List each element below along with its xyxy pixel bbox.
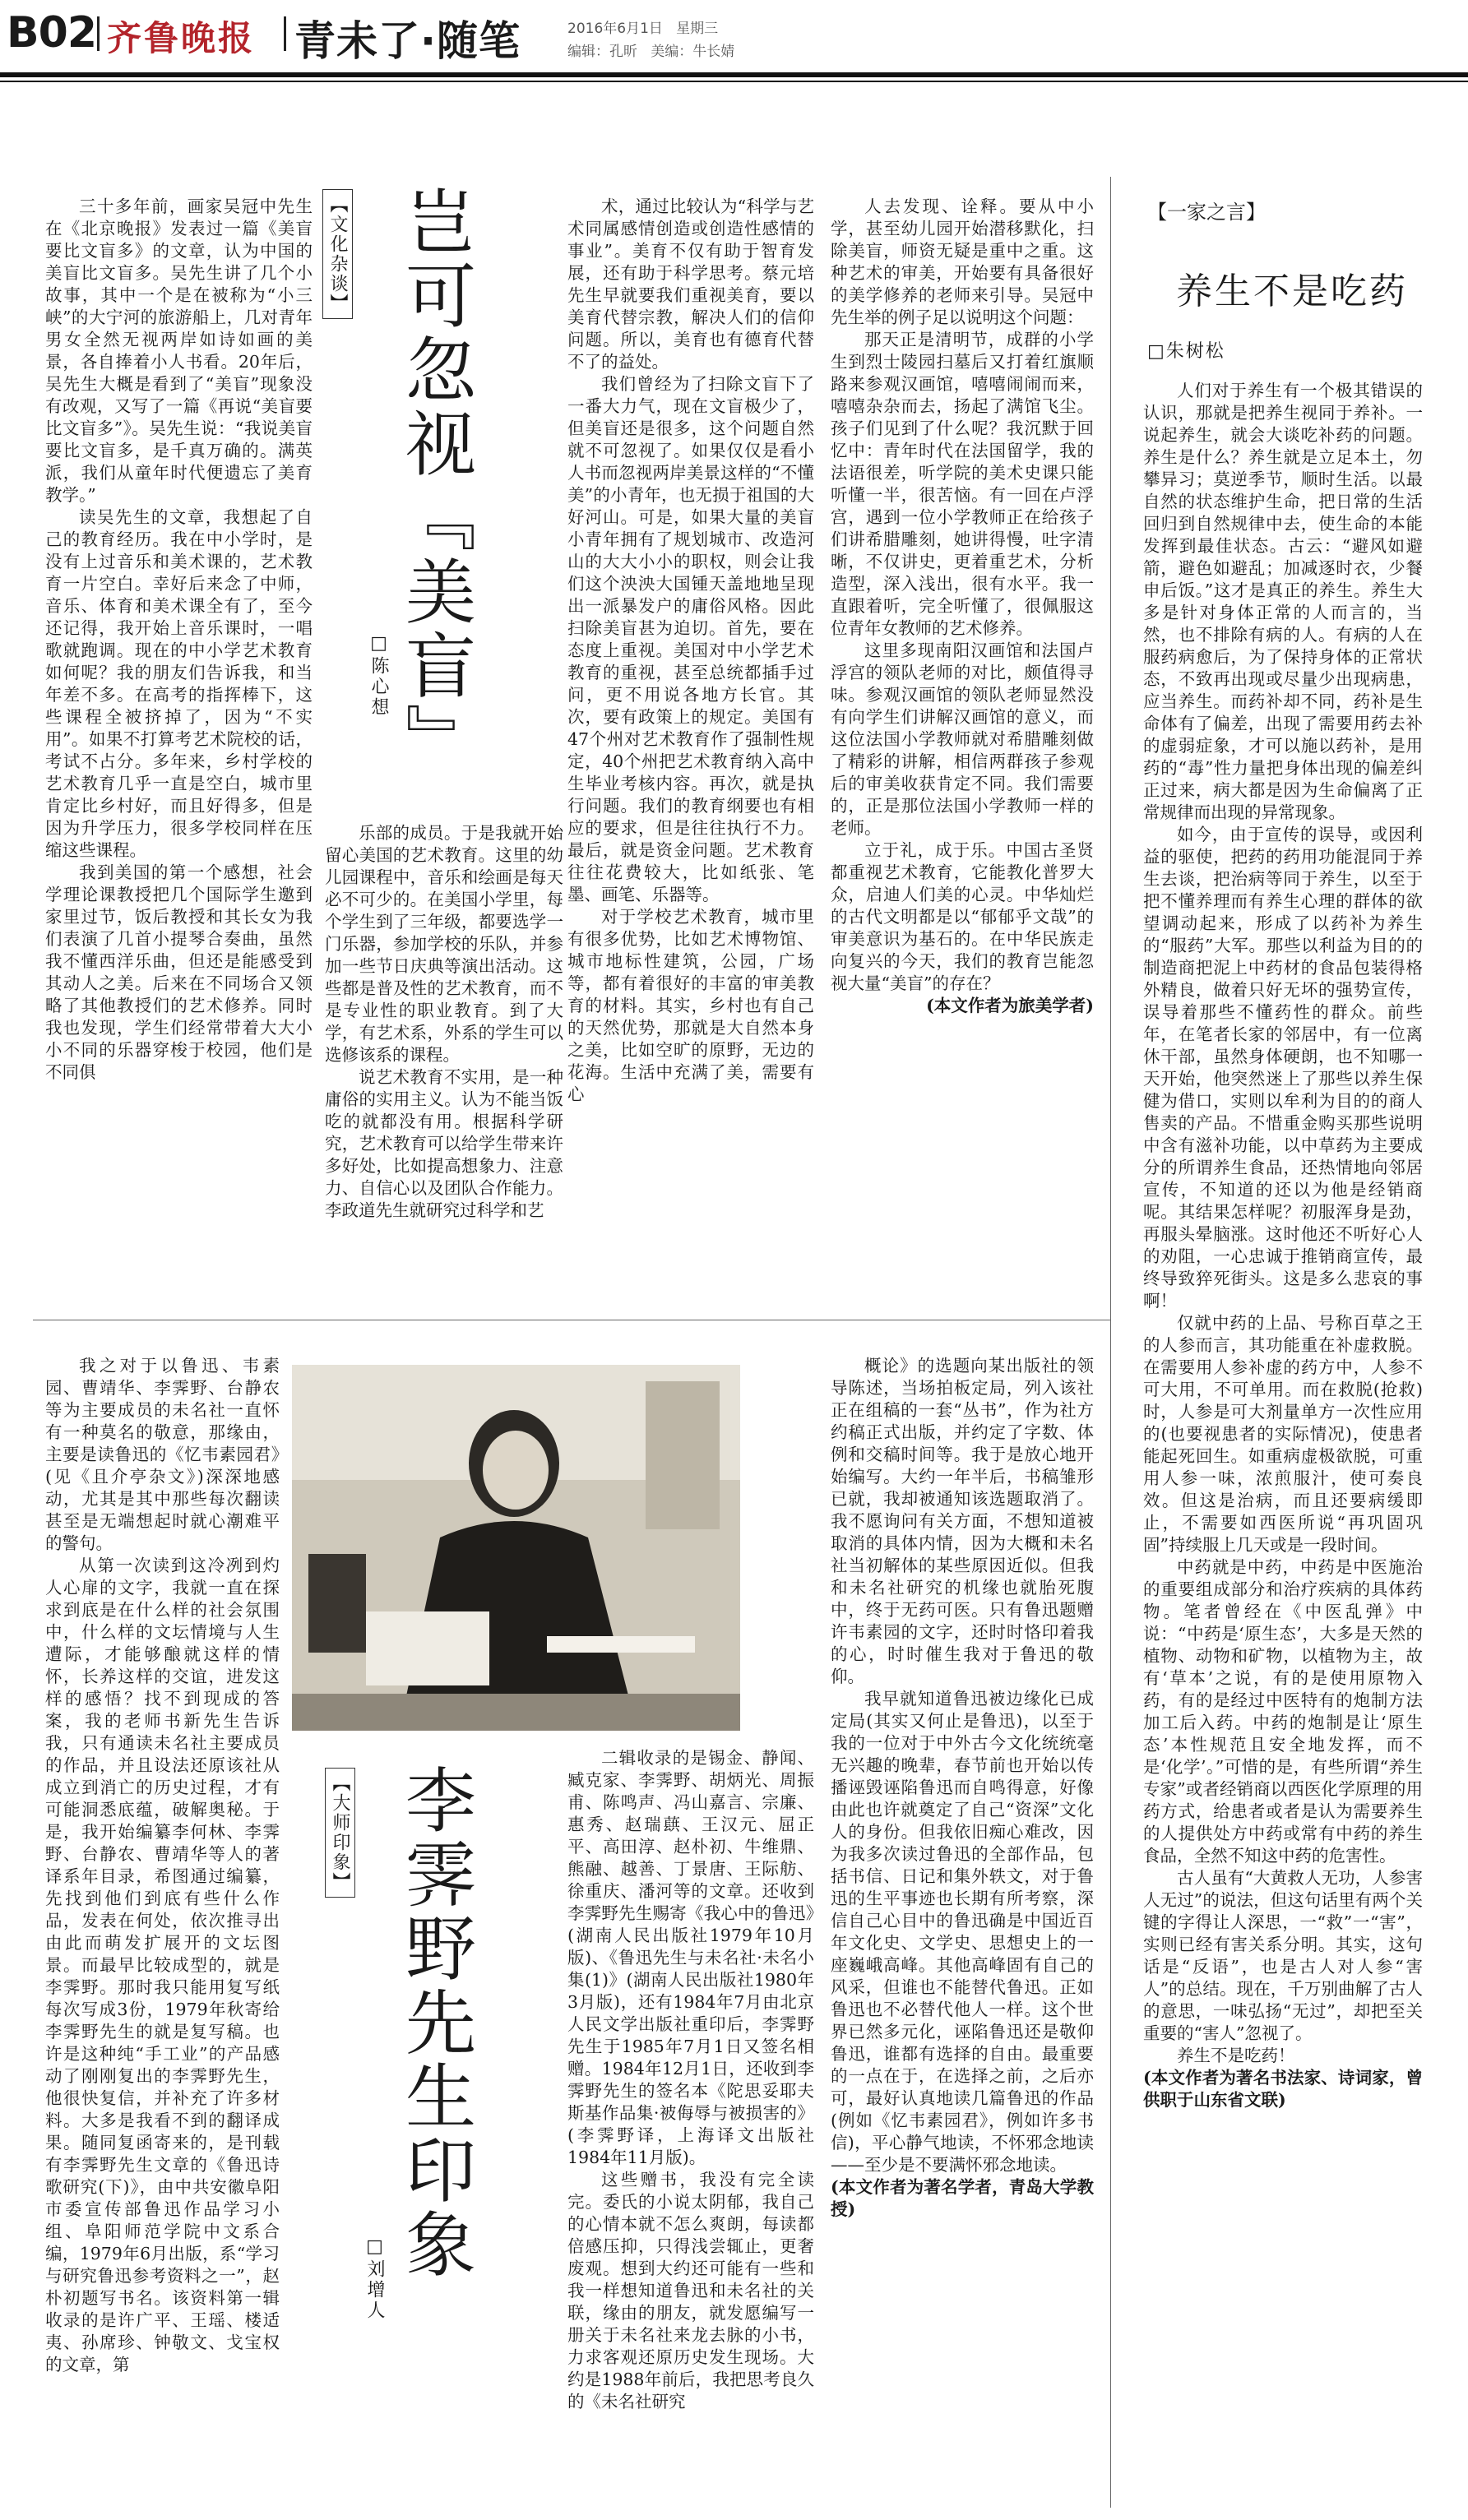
article1-tag: 【文化杂谈】 bbox=[322, 189, 353, 319]
paragraph: 乐部的成员。于是我就开始留心美国的艺术教育。这里的幼儿园课程中，音乐和绘画是每天必不可少的。在美国小学里，每个学生到了三年级，都要选学一门乐器，参加学校的乐队，并参加一些节日庆典等演出活动。这些都是普及性的艺术教育，而不是专业性的职业教育。到了大学，有艺术系，外系的学生可以选修该系的课程。 bbox=[325, 823, 563, 1065]
date: 2016年6月1日 bbox=[567, 21, 663, 37]
paragraph: 二辑收录的是锡金、静闻、臧克家、李霁野、胡炳光、周振甫、陈鸣声、冯山嘉言、宗廉、惠秀、赵瑞蕻、王汉元、屈正平、高田淳、赵朴初、牛维鼎、熊融、越善、丁景唐、王际舫、徐重庆、潘河等的文章。还收到李霁野先生赐寄《我心中的鲁迅》(湖南人民出版社1979年10月版)、《鲁迅先生与未名社·未名小集(1)》(湖南人民出版社1980年3月版)，还有1984年7月由北京人民文学出版社重印后，李霁野先生于1985年7月1日又签名相赠。1984年12月1日，还收到李霁野先生的签名本《陀思妥耶夫斯基作品集·被侮辱与被损害的》(李霁野译，上海译文出版社1984年11月版)。 bbox=[567, 1748, 814, 2167]
masthead-divider bbox=[97, 16, 100, 51]
paragraph: 我早就知道鲁迅被边缘化已成定局(其实又何止是鲁迅)，以至于我的一位对于中外古今文化统统毫无兴趣的晚辈，春节前也开始以传播诬毁诬陷鲁迅而自鸣得意，好像由此也许就奠定了自己“资深”文化人的身份。但我依旧痴心难改，因为我多次读过鲁迅的全部作品，包括书信、日记和集外轶文，对于鲁迅的生平事迹也长期有所考察，深信自己心目中的鲁迅确是中国近百年文化史、文学史、思想史上的一座巍峨高峰。其他高峰固有自己的风采，但谁也不能替代鲁迅。正如鲁迅也不必替代他人一样。这个世界已然多元化，诬陷鲁迅还是敬仰鲁迅，谁都有选择的自由。最重要的一点在于，在选择之前，之后亦可，最好认真地读几篇鲁迅的作品(例如《忆韦素园君》，例如许多书信)，平心静气地读，不怀邪念地读——至少是不要满怀邪念地读。 bbox=[831, 1689, 1094, 2175]
paragraph: 这些赠书，我没有完全读完。委氏的小说太阴郁，我自己的心情本就不怎么爽朗，每读都倍感压抑，只得浅尝辄止，更奢废观。想到大约还可能有一些和我一样想知道鲁迅和未名社的关联，缘由的朋友，就发愿编写一册关于未名社来龙去脉的小书，力求客观还原历史发生现场。大约是1988年前后，我把思考良久的《未名社研究 bbox=[567, 2170, 814, 2411]
portrait-illustration bbox=[292, 1365, 740, 1731]
paragraph: 我到美国的第一个感想，社会学理论课教授把几个国际学生邀到家里过节，饭后教授和其长女为我们表演了几首小提琴合奏曲，虽然我不懂西洋乐曲，但还是能感受到其动人之美。后来在不同场合又领略了其他教授们的艺术修养。同时我也发现，学生们经常带着大大小小不同的乐器穿梭于校园，他们是不同俱 bbox=[45, 862, 313, 1082]
dateline bbox=[567, 16, 718, 37]
article3-title: 李霁野先生印象 bbox=[393, 1764, 475, 2282]
paragraph: 如今，由于宣传的误导，或因利益的驱使，把药的药用功能混同于养生去谈，把治病等同于养生，以至于把不懂养理而有养生心理的群体的欲望调动起来，形成了以药补为养生的“服药”大军。那些以利益为目的的制造商把泥上中药材的食品包装得格外精良，做着只好无坏的强势宣传，误导着那些不懂药性的群众。前些年，在笔者长家的邻居中，有一位离休干部，虽然身体硬朗，也不知哪一天开始，他突然迷上了那些以养生保健为借口，实则以牟利为目的的商人售卖的产品。不惜重金购买那些说明中含有滋补功能，以中草药为主要成分的所谓养生食品，还热情地向邻居宣传，不知道的还以为他是经销商呢。其结果怎样呢？初服浑身是劲，再服头晕脑涨。这时他还不听好心人的劝阻，一心忠诚于推销商宣传，最终导致猝死街头。这是多么悲哀的事啊！ bbox=[1143, 825, 1423, 1311]
column-divider bbox=[1110, 177, 1111, 2508]
paragraph: 立于礼，成于乐。中国古圣贤都重视艺术教育，它能教化普罗大众，启迪人们美的心灵。中华灿烂的古代文明都是以“郁郁乎文哉”的审美意识为基石的。在中华民族走向复兴的今天，我们的教育岂能忽视大量“美盲”的存在？ bbox=[831, 840, 1094, 993]
designer: 美编：牛长婧 bbox=[651, 44, 735, 60]
article1-column-2 bbox=[325, 822, 563, 1307]
paragraph: 我之对于以鲁迅、韦素园、曹靖华、李霁野、台静农等为主要成员的未名社一直怀有一种莫名的敬意，那缘由，主要是读鲁迅的《忆韦素园君》(见《且介亭杂文》)深深地感动，尤其是其中那些每次翻读甚至是无端想起时就心潮难平的警句。 bbox=[45, 1356, 280, 1553]
paragraph: 这里多现南阳汉画馆和法国卢浮宫的领队老师的对比，颇值得寻味。参观汉画馆的领队老师显然没有向学生们讲解汉画馆的意义，而这位法国小学教师就对希腊雕刻做了精彩的讲解，相信两群孩子参观后的审美收获肯定不同。我们需要的，正是那位法国小学教师一样的老师。 bbox=[831, 640, 1094, 838]
paragraph: 人们对于养生有一个极其错误的认识，那就是把养生视同于养补。一说起养生，就会大谈吃补药的问题。养生是什么？养生就是立足本土，勿攀异习；莫逆季节，顺时生活。以最自然的状态维护生命，把日常的生活回归到自然规律中去，使生命的本能发挥到最佳状态。古云：“避风如避箭，避色如避乱；加减逐时衣，少餐申后饭。”这才是真正的养生。养生大多是针对身体正常的人而言的，当然，也不排除有病的人。有病的人在服药病愈后，为了保持身体的正常状态，不致再出现或尽量少出现病患，应当养生。而药补却不同，药补是生命体有了偏差，出现了需要用药去补的虚弱症象，才可以施以药补，是用药的“毒”性力量把身体出现的偏差纠正过来，病大都是因为生命偏离了正常规律而出现的异常现象。 bbox=[1143, 381, 1423, 822]
article1-column-3 bbox=[567, 196, 814, 1306]
page-number: B02 bbox=[7, 8, 96, 58]
author-note: (本文作者为著名学者，青岛大学教授) bbox=[831, 2177, 1094, 2219]
paragraph: 从第一次读到这冷冽到灼人心扉的文字，我就一直在探求到底是在什么样的社会氛围中，什么样的文坛情境与人生遭际，才能够酿就这样的情怀，长养这样的交谊，进发这样的感悟？找不到现成的答案，我的老师书新先生告诉我，只有通读未名社主要成员的作品，并且设法还原该社从成立到消亡的历史过程，才有可能洞悉底蕴，破解奥秘。于是，我开始编纂李何林、李霁野、台静农、曹靖华等人的著译系年目录，希图通过编纂，先找到他们到底有些什么作品，发表在何处，依次推寻出由此而萌发扩展开的文坛图景。而最早比较成型的，就是李霁野。那时我只能用复写纸每次写成3份，1979年秋寄给李霁野先生的就是复写稿。也许是这种纯“手工业”的产品感动了刚刚复出的李霁野先生，他很快复信，并补充了许多材料。大多是我看不到的翻译成果。随同复函寄来的，是刊载有李霁野先生文章的《鲁迅诗歌研究(下)》，由中共安徽阜阳市委宣传部鲁迅作品学习小组、阜阳师范学院中文系合编，1979年6月出版，系“学习与研究鲁迅参考资料之一”，赵朴初题写书名。该资料第一辑收录的是许广平、王瑶、楼适夷、孙席珍、钟敬文、戈宝权的文章，第 bbox=[45, 1556, 280, 2374]
author-note: (本文作者为旅美学者) bbox=[926, 996, 1094, 1015]
article2-title: 养生不是吃药 bbox=[1176, 270, 1408, 312]
paragraph: 中药就是中药，中药是中医施治的重要组成部分和治疗疾病的具体药物。笔者曾经在《中医乱弹》中说：“中药是‘原生态’，大多是天然的植物、动物和矿物，以植物为主，故有‘草本’之说，有的是使用原物入药，有的是经过中医特有的炮制方法加工后入药。中药的炮制是让‘原生态’本性规范且安全地发挥，而不是‘化学’。”可惜的是，有些所谓“养生专家”或者经销商以西医化学原理的用药方式，给患者或者是认为需要养生的人提供处方中药或常有中药的养生食品，全然不知这中药的危害性。 bbox=[1143, 1557, 1423, 1866]
article1-title: 岂可忽视『美盲』 bbox=[393, 185, 475, 777]
paragraph: 我们曾经为了扫除文盲下了一番大力气，现在文盲极少了，但美盲还是很多，这个问题自然就不可忽视了。如果仅仅是看小人书而忽视两岸美景这样的“不懂美”的小青年，也无损于祖国的大好河山。可是，如果大量的美盲小青年拥有了规划城市、改造河山的大大小小的职权，则会让我们这个泱泱大国锺天盖地地呈现出一派暴发户的庸俗风格。因此扫除美盲甚为迫切。首先，要在态度上重视。美国对中小学艺术教育的重视，甚至总统都插手过问，更不用说各地方长官。其次，要有政策上的规定。美国有47个州对艺术教育作了强制性规定，40个州把艺术教育纳入高中生毕业考核内容。再次，就是执行问题。我们的教育纲要也有相应的要求，但是往往执行不力。最后，就是资金问题。艺术教育往往花费较大，比如纸张、笔墨、画笔、乐器等。 bbox=[567, 374, 814, 904]
paragraph: 对于学校艺术教育，城市里有很多优势，比如艺术博物馆、城市地标性建筑，公园，广场等，都有着很好的丰富的审美教育的材料。其实，乡村也有自己的天然优势，那就是大自然本身之美，比如空旷的原野，无边的花海。生活中充满了美，需要有心 bbox=[567, 907, 814, 1104]
article3-column-1 bbox=[45, 1355, 280, 2510]
editor-line bbox=[567, 39, 734, 60]
portrait-photo bbox=[292, 1365, 740, 1731]
article3-author: □刘增人 bbox=[364, 2236, 385, 2321]
newspaper-logo: 齐鲁晚报 bbox=[107, 18, 256, 58]
paragraph: 三十多年前，画家吴冠中先生在《北京晚报》发表过一篇《美盲要比文盲多》的文章，认为中国的美盲比文盲多。吴先生讲了几个小故事，其中一个是在被称为“小三峡”的大宁河的旅游船上，几对青年男女全然无视两岸如诗如画的美景，各自捧着小人书看。20年后，吴先生大概是看到了“美盲”现象没有改观，又写了一篇《再说“美盲要比文盲多”》。吴先生说：“我说美盲要比文盲多，是千真万确的。满英派，我们从童年时代便遗忘了美育教学。” bbox=[45, 197, 313, 505]
article2-tag: 【一家之言】 bbox=[1147, 201, 1266, 224]
article1-column-4 bbox=[831, 196, 1094, 1306]
paragraph: 人去发现、诠释。要从中小学，甚至幼儿园开始潜移默化，扫除美盲，师资无疑是重中之重。这种艺术的审美，开始要有具备很好的美学修养的老师来引导。吴冠中先生举的例子足以说明这个问题： bbox=[831, 197, 1094, 327]
paragraph: 术，通过比较认为“科学与艺术同属感情创造或创造性感情的事业”。美育不仅有助于智育发展，还有助于科学思考。蔡元培先生早就要我们重视美育，要以美育代替宗教，解决人们的信仰问题。所以，美育也有德育代替不了的益处。 bbox=[567, 197, 814, 372]
column-title: 青未了·随笔 bbox=[294, 17, 521, 65]
paragraph: 古人虽有“大黄救人无功，人参害人无过”的说法，但这句话里有两个关键的字得让人深思，一“救”一“害”，实则已经有害关系分明。其实，这句话是“反语”，也是古人对人参“害人”的总结。现在，千万别曲解了古人的意思，一味弘扬“无过”，却把至关重要的“害人”忽视了。 bbox=[1143, 1868, 1423, 2043]
header-rule-thin bbox=[0, 81, 1468, 82]
article2-body bbox=[1143, 380, 1423, 2493]
author-note: (本文作者为著名书法家、诗词家，曾供职于山东省文联) bbox=[1143, 2068, 1423, 2110]
header-rule bbox=[0, 72, 1468, 77]
paragraph: 说艺术教育不实用，是一种庸俗的实用主义。认为不能当饭吃的就都没有用。根据科学研究，艺术教育可以给学生带来许多好处，比如提高想象力、注意力、自信心以及团队合作能力。李政道先生就研究过科学和艺 bbox=[325, 1067, 563, 1220]
masthead-divider bbox=[284, 16, 286, 51]
paragraph: 仅就中药的上品、号称百草之王的人参而言，其功能重在补虚救脱。在需要用人参补虚的药方中，人参不可大用，不可单用。而在救脱(抢救)时，人参是可大剂量单方一次性应用的(也要视患者的实际情况)，使患者能起死回生。如重病虚极欲脱，可重用人参一味，浓煎服汁，使可奏良效。但这是治病，而且还要病缓即止，不需要如西医所说“再巩固巩固”持续服上几天或是一段时间。 bbox=[1143, 1313, 1423, 1555]
article1-column-1 bbox=[45, 196, 313, 1306]
article1-author: □陈心想 bbox=[368, 633, 389, 718]
article3-tag: 【大师印象】 bbox=[325, 1768, 355, 1898]
paragraph: 那天正是清明节，成群的小学生到烈士陵园扫墓后又打着红旗顺路来参观汉画馆，嘻嘻闹闹而来，嘻嘻杂杂而去，扬起了满馆飞尘。孩子们见到了什么呢？我沉默于回忆中：青年时代在法国留学，我的法语很差，听学院的美术史课只能听懂一半，很苦恼。有一回在卢浮宫，遇到一位小学教师正在给孩子们讲希腊雕刻，她讲得慢，吐字清晰，不仅讲史，更着重艺术，分析造型，深入浅出，很有水平。我一直跟着听，完全听懂了，很佩服这位青年女教师的艺术修养。 bbox=[831, 330, 1094, 638]
paragraph: 概论》的选题向某出版社的领导陈述，当场拍板定局，列入该社正在组稿的一套“丛书”，作为社方约稿正式出版，并约定了字数、体例和交稿时间等。我于是放心地开始编写。大约一年半后，书稿雏形已就，我却被通知该选题取消了。我不愿询问有关方面，不想知道被取消的具体内情，因为大概和未名社当初解体的某些原因近似。但我和未名社研究的机缘也就胎死腹中，终于无药可医。只有鲁迅题赠许韦素园的文字，还时时恪印着我的心，时时催生我对于鲁迅的敬仰。 bbox=[831, 1356, 1094, 1686]
article2-author: □朱树松 bbox=[1147, 341, 1225, 362]
paragraph: 养生不是吃药！ bbox=[1177, 2046, 1295, 2065]
article3-column-2 bbox=[567, 1747, 814, 2510]
paragraph: 读吴先生的文章，我想起了自己的教育经历。我在中小学时，是没有上过音乐和美术课的，艺术教育一片空白。幸好后来念了中师，音乐、体育和美术课全有了，至今还记得，我开始上音乐课时，一唱歌就跑调。现在的中小学艺术教育如何呢？我的朋友们告诉我，和当年差不多。在高考的指挥棒下，这些课程全被挤掉了，因为“不实用”。如果不打算考艺术院校的话，考试不占分。多年来，乡村学校的艺术教育几乎一直是空白，城市里肯定比乡村好，而且好得多，但是因为升学压力，很多学校同样在压缩这些课程。 bbox=[45, 507, 313, 860]
article3-column-3 bbox=[831, 1355, 1094, 2510]
weekday: 星期三 bbox=[676, 21, 719, 37]
editor: 编辑：孔昕 bbox=[567, 44, 637, 60]
